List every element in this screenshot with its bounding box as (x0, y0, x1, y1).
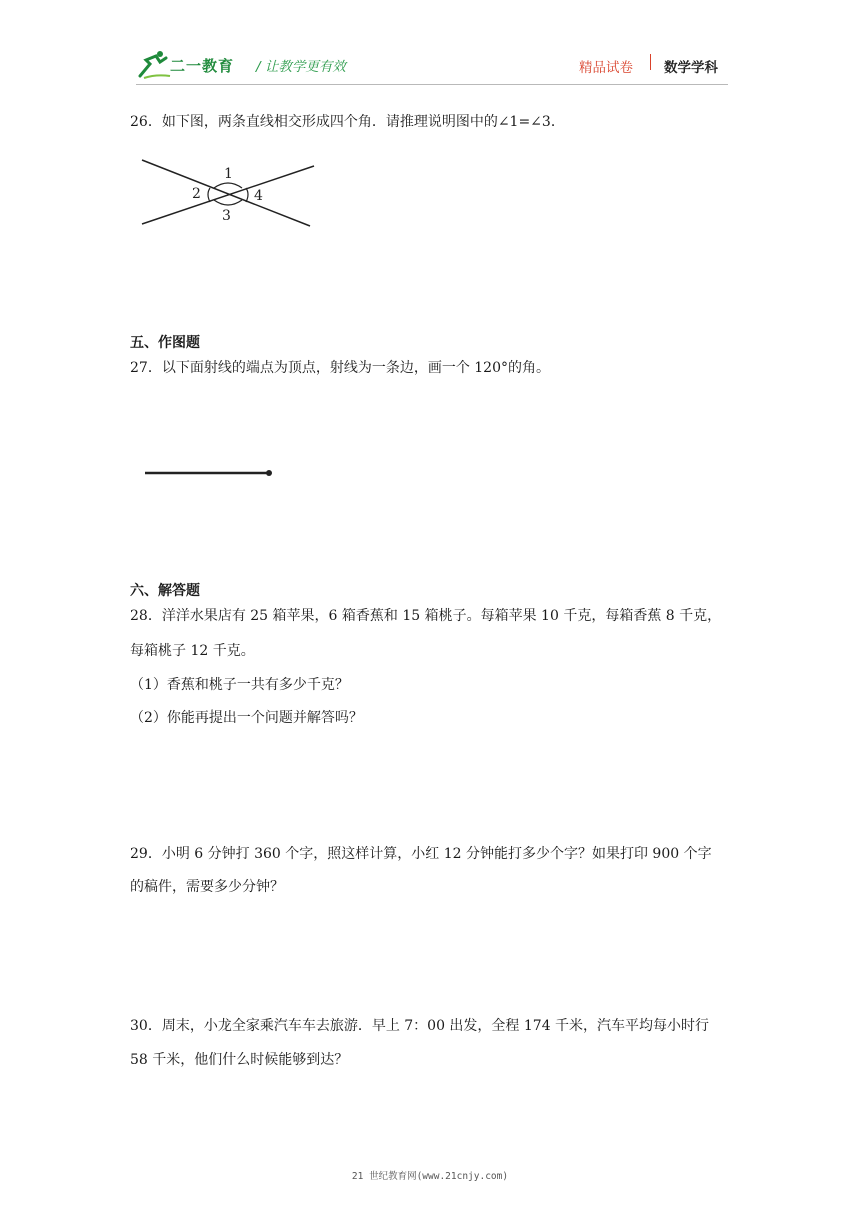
section-5-title: 五、作图题 (130, 335, 200, 351)
header-tag-premium: 精品试卷 (579, 60, 633, 76)
slogan: / 让教学更有效 (256, 59, 346, 75)
header-separator (650, 54, 651, 70)
header-divider (136, 84, 728, 85)
page-footer: 21 世纪教育网(www.21cnjy.com) (351, 1171, 509, 1182)
question-28-sub-2: （2）你能再提出一个问题并解答吗？ (130, 710, 363, 726)
angle-label-4: 4 (254, 188, 263, 204)
section-6-title: 六、解答题 (130, 583, 200, 599)
question-29-line-1: 29．小明 6 分钟打 360 个字，照这样计算，小红 12 分钟能打多少个字？如果打印 900 个字 (130, 846, 712, 862)
header-tag-subject: 数学学科 (664, 60, 718, 76)
question-28-sub-1: （1）香蕉和桃子一共有多少千克？ (130, 677, 349, 693)
logo-text: 二一教育 (170, 57, 235, 75)
angle-label-3: 3 (222, 208, 231, 224)
question-30-line-1: 30．周末，小龙全家乘汽车车去旅游．早上 7：00 出发，全程 174 千米，汽车平均每小时行 (130, 1018, 710, 1034)
question-29-line-2: 的稿件，需要多少分钟？ (130, 879, 284, 895)
question-28-line-2: 每箱桃子 12 千克。 (130, 643, 255, 659)
question-30-line-2: 58 千米，他们什么时候能够到达？ (130, 1052, 349, 1068)
question-26-text: 26．如下图，两条直线相交形成四个角．请推理说明图中的∠1=∠3． (130, 114, 565, 130)
angle-label-1: 1 (224, 166, 233, 182)
question-27-text: 27．以下面射线的端点为顶点，射线为一条边，画一个 120°的角。 (130, 360, 550, 376)
question-28-line-1: 28．洋洋水果店有 25 箱苹果，6 箱香蕉和 15 箱桃子。每箱苹果 10 千克，每箱香蕉 8 千克， (130, 608, 722, 624)
intersecting-lines-figure (136, 156, 320, 232)
angle-label-2: 2 (192, 186, 201, 202)
ray-figure (140, 466, 280, 480)
